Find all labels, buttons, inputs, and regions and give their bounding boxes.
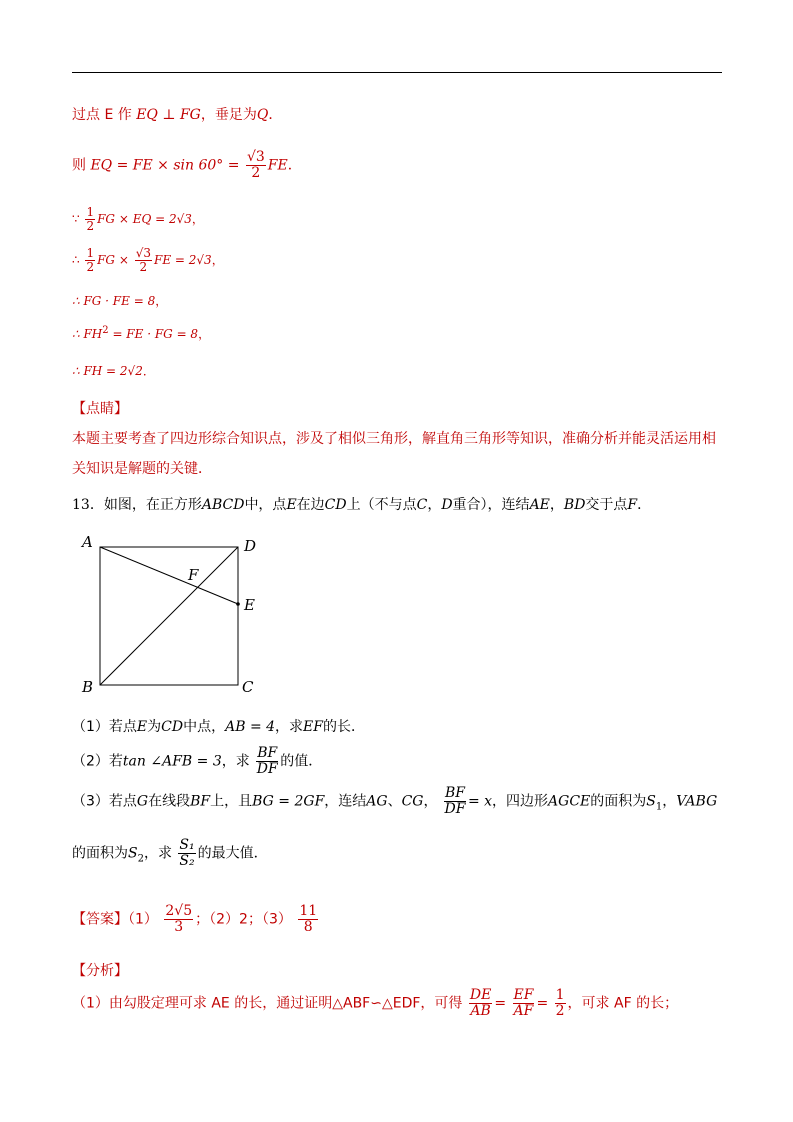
fraction (513, 988, 535, 1019)
math: BG = 2GF (252, 793, 325, 810)
text: = (536, 995, 549, 1012)
math: = FE · FG = 8 (108, 327, 199, 341)
label-c: C (242, 678, 254, 696)
fraction-denominator: 3 (174, 919, 184, 935)
fraction-denominator: 2 (139, 260, 148, 274)
solution-line-3 (72, 206, 204, 233)
text: 的长． (322, 719, 365, 735)
text: 的面积为 (590, 793, 647, 810)
answer-label: 【答案】 (72, 911, 128, 928)
fraction-denominator: DF (444, 801, 466, 817)
fraction-numerator: BF (444, 785, 465, 801)
fraction (85, 206, 95, 233)
text: ，求 (275, 719, 304, 735)
math: G (136, 793, 149, 810)
fraction (298, 904, 318, 935)
dianjing-text: 本题主要考查了四边形综合知识点，涉及了相似三角形，解直角三角形等知识，准确分析并能灵活运用相关知识是解题的关键． (72, 431, 716, 477)
dianjing-label: 【点睛】 (72, 401, 128, 417)
text: ， (427, 497, 442, 513)
text: （1） (128, 911, 158, 928)
text: ，求 (143, 845, 172, 862)
fraction-denominator: AB (470, 1003, 491, 1019)
text: 、 (387, 793, 402, 810)
fraction (85, 247, 95, 274)
subscript: 2 (137, 853, 144, 865)
math: ∴ FG · FE = 8 (72, 294, 156, 308)
fraction-numerator: 1 (86, 246, 95, 260)
fraction-numerator: 2√5 (165, 903, 193, 919)
math: FE (267, 157, 288, 174)
text: ， (198, 327, 211, 341)
math: C (416, 497, 428, 513)
label-b: B (82, 678, 94, 696)
math: BF (190, 793, 211, 810)
math: tan ∠AFB = 3 (122, 753, 222, 770)
math: CD (324, 497, 347, 513)
math: D (441, 497, 453, 513)
text: ， (662, 793, 677, 810)
math: FE = 2√3 (154, 253, 212, 267)
text: 在边 (296, 497, 325, 513)
text: ． (287, 157, 302, 174)
segment-ae (100, 547, 238, 604)
text: ，四边形 (492, 793, 549, 810)
sub-question-3-cont (72, 838, 268, 869)
header-rule (72, 72, 722, 73)
math: FG × EQ = 2√3 (97, 212, 192, 226)
because-symbol: ∵ (72, 212, 80, 226)
text: 上，且 (210, 793, 253, 810)
text: 上（不与点 (346, 497, 417, 513)
math: AGCE (548, 793, 591, 810)
math: E (286, 497, 297, 513)
text: 在线段 (148, 793, 191, 810)
math: AB = 4 (225, 719, 276, 735)
fraction-denominator: DF (256, 761, 278, 777)
text: ，垂足为 (200, 107, 257, 123)
math: EQ = FE × sin 60° = (90, 157, 240, 174)
text: ，可求 AF 的长； (567, 995, 679, 1012)
text: 交于点 (585, 497, 628, 513)
math: ABCD (201, 497, 245, 513)
math: S (128, 845, 138, 862)
solution-line-4 (72, 247, 224, 274)
point-e-dot (236, 602, 240, 606)
analysis-line-1 (72, 988, 678, 1019)
math: Q (256, 107, 269, 123)
fraction (246, 150, 266, 181)
solution-line-6 (72, 325, 210, 342)
math: BD (563, 497, 586, 513)
text: 则 (72, 157, 91, 174)
math: AG (366, 793, 388, 810)
solution-line-1 (72, 104, 282, 124)
text: 中点， (183, 719, 226, 735)
fraction-denominator: 8 (303, 919, 313, 935)
text: （2）若 (72, 753, 123, 770)
math: CD (161, 719, 184, 735)
subscript: 1 (655, 801, 663, 813)
text: ；（2）2；（3） (195, 911, 292, 928)
fraction-numerator: √3 (246, 149, 265, 165)
text: ， (191, 212, 204, 226)
fraction-numerator: S₁ (179, 837, 195, 853)
question-13 (72, 494, 651, 514)
fraction-denominator: S₂ (179, 853, 195, 869)
solution-line-7 (72, 362, 155, 379)
text: （1）若点 (72, 719, 137, 735)
text: ，求 (221, 753, 250, 770)
fraction (164, 904, 193, 935)
sub-question-3 (72, 786, 717, 817)
text: ， (423, 793, 438, 810)
math: VABG (676, 793, 718, 810)
square-figure (72, 530, 272, 700)
math: = x (467, 793, 493, 810)
text: （3）若点 (72, 793, 137, 810)
therefore-symbol: ∴ (72, 253, 80, 267)
superscript: 2 (102, 325, 109, 336)
text: （1）由勾股定理可求 AE 的长，通过证明△ABF∽△EDF，可得 (72, 995, 463, 1012)
text: ． (268, 107, 283, 123)
text: ， (211, 253, 224, 267)
text: 中，点 (244, 497, 287, 513)
math: EF (303, 719, 323, 735)
text: 的最大值． (197, 845, 268, 862)
fraction-denominator: 2 (86, 260, 95, 274)
text: = (494, 995, 507, 1012)
math: E (136, 719, 148, 735)
answer-line (72, 904, 320, 935)
text: 的值． (280, 753, 323, 770)
text: 为 (147, 719, 162, 735)
diagonal-bd (100, 547, 238, 685)
fraction (469, 988, 492, 1019)
math: ∴ FH (72, 327, 103, 341)
fraction-numerator: EF (513, 987, 534, 1003)
math: AE (529, 497, 550, 513)
math: EQ ⊥ FG (136, 107, 201, 123)
solution-line-5 (72, 292, 167, 309)
fraction (178, 838, 195, 869)
text: ． (142, 364, 155, 378)
math: S (646, 793, 656, 810)
math: FG × (97, 253, 129, 267)
text: ， (549, 497, 564, 513)
fraction-numerator: 1 (555, 987, 565, 1003)
text: ，连结 (324, 793, 367, 810)
fraction (444, 786, 466, 817)
text: ． (637, 497, 652, 513)
text: 如图，在正方形 (103, 497, 202, 513)
fraction-numerator: 11 (299, 903, 318, 919)
math: ∴ FH = 2√2 (72, 364, 143, 378)
sub-question-1 (72, 716, 365, 736)
fraction (256, 746, 278, 777)
label-e: E (244, 596, 255, 614)
fraction (555, 988, 566, 1019)
question-number: 13． (72, 497, 104, 513)
text: 重合），连结 (452, 497, 530, 513)
fraction (135, 247, 152, 274)
label-d: D (244, 537, 257, 555)
analysis-label: 【分析】 (72, 963, 128, 979)
text: 过点 E 作 (72, 107, 137, 123)
fraction-denominator: 2 (86, 219, 95, 233)
fraction-denominator: 2 (251, 165, 261, 181)
text: 的面积为 (72, 845, 128, 862)
fraction-numerator: √3 (135, 246, 151, 260)
label-f: F (188, 566, 199, 584)
fraction-numerator: BF (257, 745, 278, 761)
fraction-denominator: AF (513, 1003, 534, 1019)
fraction-numerator: DE (469, 987, 492, 1003)
text: ， (155, 294, 168, 308)
fraction-denominator: 2 (555, 1003, 565, 1019)
fraction-numerator: 1 (86, 205, 95, 219)
solution-line-2 (72, 150, 302, 181)
label-a: A (82, 533, 93, 551)
math: CG (401, 793, 424, 810)
sub-question-2 (72, 746, 322, 777)
math: F (627, 497, 638, 513)
